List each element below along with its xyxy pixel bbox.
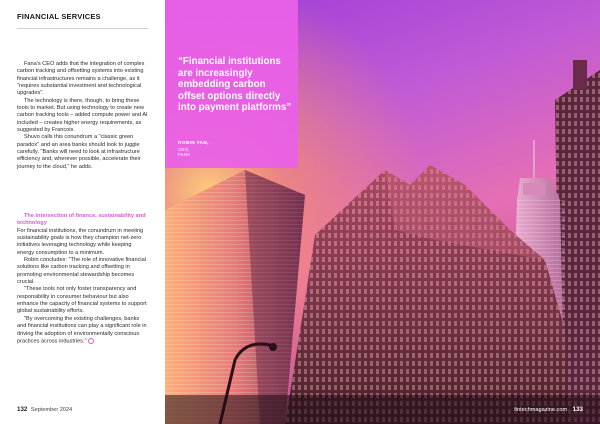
paragraph: Shuvo calls this conundrum a "classic green paradox" and an area banks should look to juggle carefully. "Banks will need to look at infrastructure efficiency and, wherever possible, accelerate their journey to the cloud," he adds. bbox=[17, 134, 141, 170]
section-label: FINANCIAL SERVICES bbox=[17, 12, 101, 21]
paragraph-text: "By overcoming the existing challenges, banks and financial institutions can play a significant role in driving the adoption of environmentally conscious practices across industries." bbox=[17, 315, 147, 345]
paragraph-last bbox=[17, 316, 149, 346]
end-mark-icon bbox=[88, 338, 94, 344]
paragraph: The technology is there, though, to bring these tools to market. But using technology to create new carbon tracking tools – added compute power and AI included – creates higher energy requirements, as suggested by Francois. bbox=[17, 97, 148, 134]
body-text-block-2 bbox=[17, 213, 149, 346]
paragraph: "These tools not only foster transparency and responsibility in consumer behaviour but also enhance the capacity of financial systems to support global sustainability efforts. bbox=[17, 286, 147, 315]
page-number-left: 132 bbox=[17, 406, 28, 413]
paragraph: For financial institutions, the conundrum in meeting sustainability goals is how they champion net-zero initiatives leveraging technology while keeping energy consumption to a minimum. bbox=[17, 227, 144, 256]
paragraph: Robin concludes: "The role of innovative financial solutions like carbon tracking and offsetting in promoting environmental stewardship becomes crucial. bbox=[17, 257, 147, 286]
issue-date: September 2024 bbox=[30, 407, 73, 413]
page-number-right: 133 bbox=[572, 406, 583, 413]
text-column bbox=[0, 0, 165, 424]
pullquote-attribution-name: ROBIN YAN, bbox=[178, 141, 209, 146]
website-url: fintechmagazine.com bbox=[514, 407, 568, 413]
paragraph: Fana's CEO adds that the integration of complex carbon tracking and offsetting systems into existing financial infrastructures remains a challenge, as it "requires substantial investment and technological upgrades". bbox=[17, 61, 145, 97]
folio-left bbox=[17, 406, 72, 413]
pullquote-attribution-role: CEO, bbox=[178, 147, 190, 152]
header-rule bbox=[17, 28, 148, 29]
pullquote-attribution-org: FANA bbox=[178, 152, 191, 157]
folio-right bbox=[514, 406, 583, 413]
body-text-block-1 bbox=[17, 61, 149, 171]
subheading: The intersection of finance, sustainability and technology bbox=[17, 213, 146, 227]
pullquote-text: “Financial institutions are increasingly embedding carbon offset options directly into payment platforms” bbox=[178, 56, 292, 114]
